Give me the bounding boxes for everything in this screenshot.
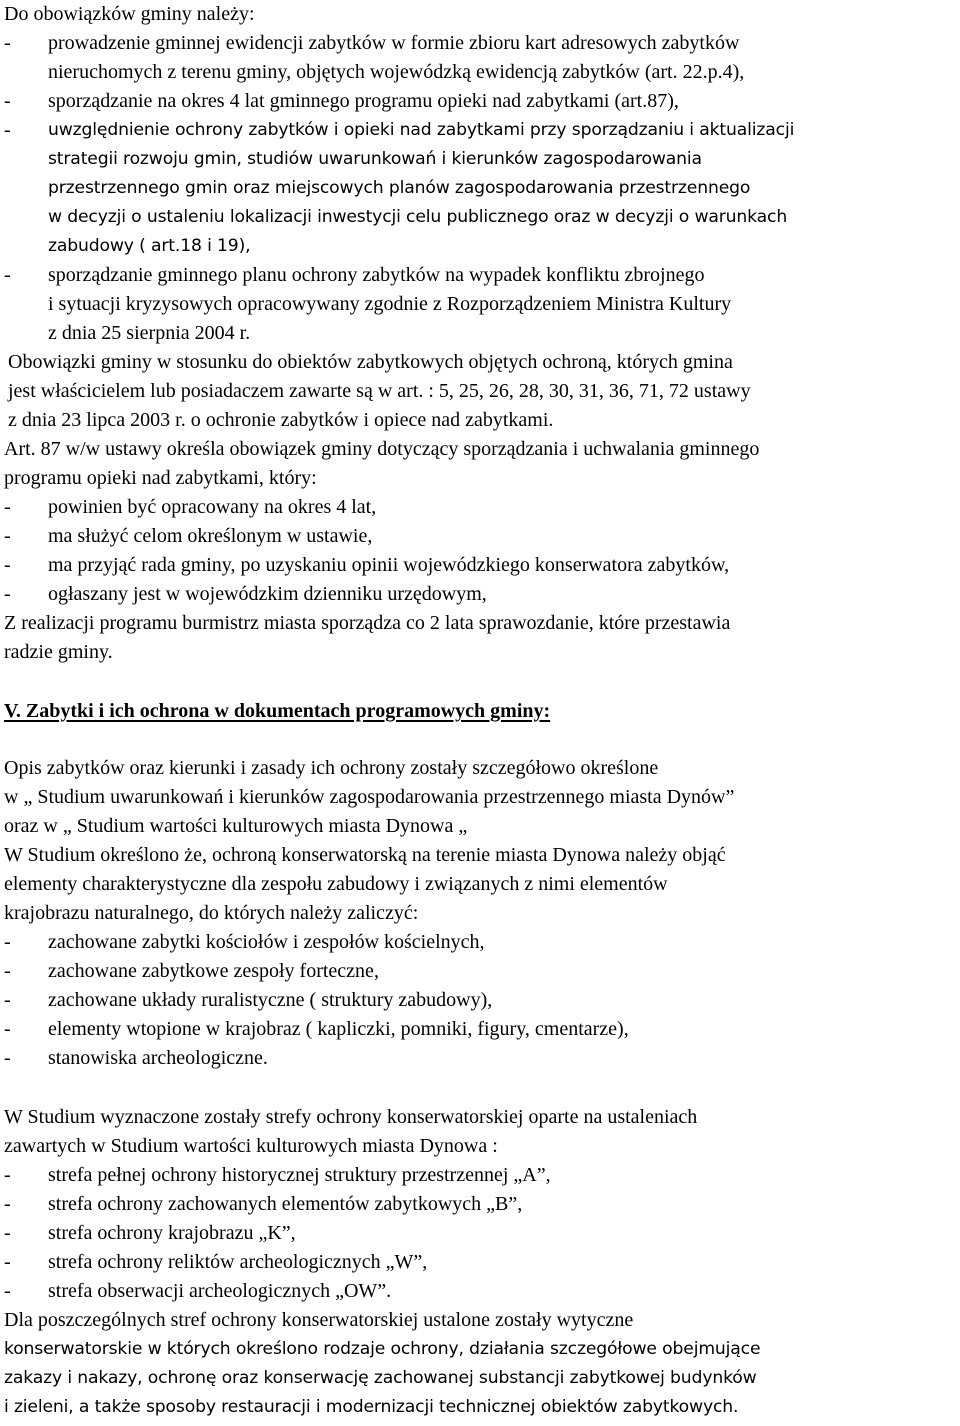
list-item — [4, 1277, 956, 1306]
list-item-continuation: zabudowy ( art.18 i 19), — [48, 236, 251, 256]
list-item-text: powinien być opracowany na okres 4 lat, — [48, 496, 377, 518]
list-item — [4, 116, 956, 145]
paragraph-line: jest właścicielem lub posiadaczem zawarte są w art. : 5, 25, 26, 28, 30, 31, 36, 71, 72 ustawy — [8, 380, 751, 402]
paragraph-line: elementy charakterystyczne dla zespołu zabudowy i związanych z nimi elementów — [4, 873, 668, 895]
list-item-text: ma przyjąć rada gminy, po uzyskaniu opinii wojewódzkiego konserwatora zabytków, — [48, 554, 730, 576]
list-item — [4, 87, 956, 116]
paragraph-line: programu opieki nad zabytkami, który: — [4, 467, 317, 489]
paragraph-line: konserwatorskie w których określono rodzaje ochrony, działania szczegółowe obejmujące — [4, 1339, 761, 1359]
list-dash: - — [4, 1047, 11, 1069]
list-item-continuation: z dnia 25 sierpnia 2004 r. — [48, 322, 251, 344]
paragraph-line: Obowiązki gminy w stosunku do obiektów zabytkowych objętych ochroną, których gmina — [8, 351, 733, 373]
list-item — [4, 928, 956, 957]
list-dash: - — [4, 1018, 11, 1040]
list-item-continuation: i sytuacji kryzysowych opracowywany zgodnie z Rozporządzeniem Ministra Kultury — [48, 293, 732, 315]
paragraph-line: Art. 87 w/w ustawy określa obowiązek gminy dotyczący sporządzania i uchwalania gminnego — [4, 438, 760, 460]
list-item — [4, 986, 956, 1015]
list-dash: - — [4, 583, 11, 605]
list-dash: - — [4, 90, 11, 112]
list-dash: - — [4, 960, 11, 982]
list-item — [4, 957, 956, 986]
list-item-continuation: nieruchomych z terenu gminy, objętych wojewódzką ewidencją zabytków (art. 22.p.4), — [48, 61, 745, 83]
list-item-text: sporządzanie na okres 4 lat gminnego programu opieki nad zabytkami (art.87), — [48, 90, 679, 112]
section-heading: V. Zabytki i ich ochrona w dokumentach programowych gminy: — [4, 700, 551, 722]
list-item-text: sporządzanie gminnego planu ochrony zabytków na wypadek konfliktu zbrojnego — [48, 264, 705, 286]
paragraph-line: w „ Studium uwarunkowań i kierunków zagospodarowania przestrzennego miasta Dynów” — [4, 786, 735, 808]
paragraph-line: Z realizacji programu burmistrz miasta sporządza co 2 lata sprawozdanie, które przestawia — [4, 612, 731, 634]
list-dash: - — [4, 119, 11, 141]
list-item-text: ma służyć celom określonym w ustawie, — [48, 525, 373, 547]
paragraph-line: zakazy i nakazy, ochronę oraz konserwację zachowanej substancji zabytkowej budynków — [4, 1368, 757, 1388]
list-item — [4, 551, 956, 580]
list-dash: - — [4, 32, 11, 54]
list-dash: - — [4, 1280, 11, 1302]
paragraph-line: W Studium wyznaczone zostały strefy ochrony konserwatorskiej oparte na ustaleniach — [4, 1106, 698, 1128]
list-dash: - — [4, 496, 11, 518]
paragraph-line: W Studium określono że, ochroną konserwatorską na terenie miasta Dynowa należy objąć — [4, 844, 726, 866]
list-item-text: ogłaszany jest w wojewódzkim dzienniku urzędowym, — [48, 583, 487, 605]
paragraph-line: Dla poszczególnych stref ochrony konserwatorskiej ustalone zostały wytyczne — [4, 1309, 634, 1331]
list-item — [4, 580, 956, 609]
list-item — [4, 1248, 956, 1277]
list-item-text: strefa ochrony zachowanych elementów zabytkowych „B”, — [48, 1193, 523, 1215]
list-item — [4, 261, 956, 290]
list-item — [4, 1190, 956, 1219]
list-item — [4, 1015, 956, 1044]
list-dash: - — [4, 264, 11, 286]
list-item-text: uwzględnienie ochrony zabytków i opieki nad zabytkami przy sporządzaniu i aktualizacji — [48, 120, 795, 140]
list-item-text: zachowane zabytki kościołów i zespołów kościelnych, — [48, 931, 485, 953]
paragraph-line: i zieleni, a także sposoby restauracji i modernizacji technicznej obiektów zabytkowych. — [4, 1397, 739, 1417]
list-item-text: stanowiska archeologiczne. — [48, 1047, 268, 1069]
list-item — [4, 29, 956, 58]
list-item-text: elementy wtopione w krajobraz ( kapliczki, pomniki, figury, cmentarze), — [48, 1018, 629, 1040]
list-dash: - — [4, 1251, 11, 1273]
intro-line: Do obowiązków gminy należy: — [4, 3, 255, 25]
paragraph-line: zawartych w Studium wartości kulturowych miasta Dynowa : — [4, 1135, 498, 1157]
list-item-text: zachowane zabytkowe zespoły forteczne, — [48, 960, 379, 982]
list-dash: - — [4, 525, 11, 547]
paragraph-line: Opis zabytków oraz kierunki i zasady ich ochrony zostały szczegółowo określone — [4, 757, 659, 779]
list-item-text: zachowane układy ruralistyczne ( struktury zabudowy), — [48, 989, 493, 1011]
paragraph-line: oraz w „ Studium wartości kulturowych miasta Dynowa „ — [4, 815, 468, 837]
list-item-text: strefa pełnej ochrony historycznej struktury przestrzennej „A”, — [48, 1164, 551, 1186]
list-item — [4, 522, 956, 551]
list-dash: - — [4, 931, 11, 953]
list-item — [4, 493, 956, 522]
list-item-continuation: strategii rozwoju gmin, studiów uwarunkowań i kierunków zagospodarowania — [48, 149, 702, 169]
list-item-continuation: w decyzji o ustaleniu lokalizacji inwestycji celu publicznego oraz w decyzji o warunkach — [48, 207, 788, 227]
list-dash: - — [4, 1222, 11, 1244]
list-dash: - — [4, 554, 11, 576]
list-item — [4, 1044, 956, 1073]
list-item — [4, 1161, 956, 1190]
paragraph-line: z dnia 23 lipca 2003 r. o ochronie zabytków i opiece nad zabytkami. — [8, 409, 554, 431]
list-item-text: prowadzenie gminnej ewidencji zabytków w formie zbioru kart adresowych zabytków — [48, 32, 740, 54]
list-dash: - — [4, 989, 11, 1011]
list-dash: - — [4, 1193, 11, 1215]
list-item-text: strefa ochrony krajobrazu „K”, — [48, 1222, 296, 1244]
list-item-text: strefa ochrony reliktów archeologicznych „W”, — [48, 1251, 428, 1273]
paragraph-line: radzie gminy. — [4, 641, 113, 663]
paragraph-line: krajobrazu naturalnego, do których należy zaliczyć: — [4, 902, 419, 924]
list-item-continuation: przestrzennego gmin oraz miejscowych planów zagospodarowania przestrzennego — [48, 178, 751, 198]
list-item-text: strefa obserwacji archeologicznych „OW”. — [48, 1280, 392, 1302]
list-dash: - — [4, 1164, 11, 1186]
list-item — [4, 1219, 956, 1248]
